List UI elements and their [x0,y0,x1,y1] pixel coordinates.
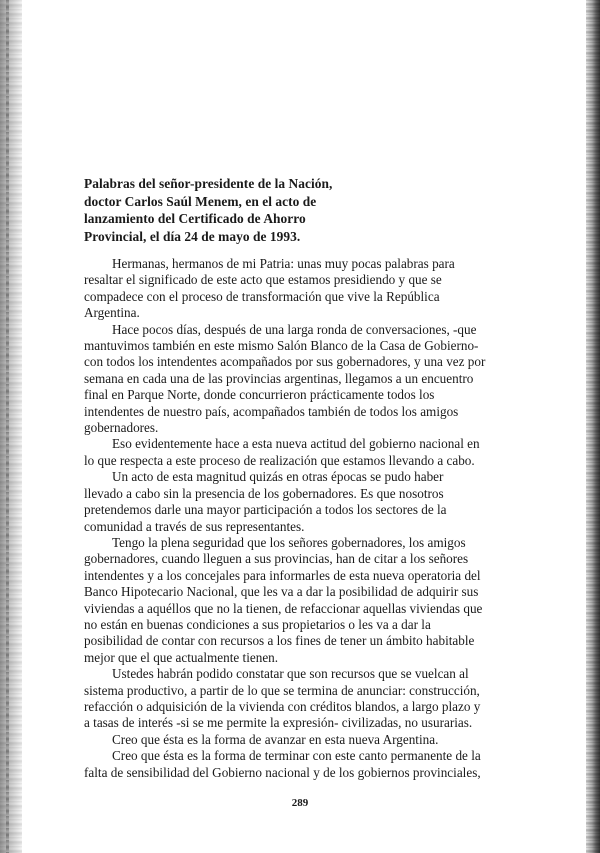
text-line: posibilidad de contar con recursos a los fines de tener un ámbito habitable [84,633,475,649]
text-line: Tengo la plena seguridad que los señores gobernadores, los amigos [112,534,466,550]
paragraph-6 [84,666,504,732]
text-line: intendentes de nuestro país, acompañados también de todos los amigos [84,403,459,419]
text-line: gobernadores. [84,420,159,436]
text-line: gobernadores, cuando lleguen a sus provincias, han de citar a los señores [84,551,469,567]
scan-right-edge [586,0,600,853]
speech-title [84,175,384,245]
text-line: intendentes y a los concejales para informarles de esta nueva operatoria del [84,567,481,583]
scan-left-edge [0,0,22,853]
paragraph-1 [84,256,504,322]
text-line: viviendas a aquéllos que no la tienen, de refaccionar aquellas viviendas que [84,600,483,616]
paragraph-3 [84,436,504,469]
text-line: Creo que ésta es la forma de avanzar en esta nueva Argentina. [112,731,439,747]
text-line: falta de sensibilidad del Gobierno nacional y de los gobiernos provinciales, [84,764,481,780]
text-line: a tasas de interés -si se me permite la expresión- civilizadas, no usurarias. [84,715,473,731]
title-line: lanzamiento del Certificado de Ahorro [84,211,306,226]
paragraph-4 [84,469,504,535]
text-line: sistema productivo, a partir de lo que se termina de anunciar: construcción, [84,682,480,698]
paragraph-2 [84,322,504,437]
text-line: Eso evidentemente hace a esta nueva actitud del gobierno nacional en [112,436,480,452]
title-line: Palabras del señor-presidente de la Nación, [84,176,333,191]
text-line: con todos los intendentes acompañados por sus gobernadores, y una vez por [84,354,486,370]
text-line: compadece con el proceso de transformación que vive la República [84,288,440,304]
paragraph-7 [84,732,504,748]
text-line: lo que respecta a este proceso de realización que estamos llevando a cabo. [84,452,475,468]
speech-body [84,256,504,781]
title-line: Provincial, el día 24 de mayo de 1993. [84,228,301,244]
page-number: 289 [291,797,309,809]
text-line: Un acto de esta magnitud quizás en otras épocas se pudo haber [112,469,444,485]
text-line: comunidad a través de sus representantes. [84,518,305,534]
text-line: Hace pocos días, después de una larga ronda de conversaciones, -que [112,321,477,337]
paragraph-5 [84,535,504,666]
text-line: Hermanas, hermanos de mi Patria: unas muy pocas palabras para [112,256,455,271]
text-line: Banco Hipotecario Nacional, que les va a dar la posibilidad de adquirir sus [84,584,479,600]
text-line: mantuvimos también en este mismo Salón Blanco de la Casa de Gobierno- [84,338,479,354]
text-line: Argentina. [84,305,140,321]
text-line: no están en buenas condiciones a sus propietarios o les va a dar la [84,616,431,632]
text-line: refacción o adquisición de la vivienda con créditos blandos, a largo plazo y [84,698,481,714]
text-line: Creo que ésta es la forma de terminar con este canto permanente de la [112,748,481,764]
title-line: doctor Carlos Saúl Menem, en el acto de [84,193,317,209]
paragraph-8 [84,748,504,781]
text-line: Ustedes habrán podido constatar que son recursos que se vuelcan al [112,666,469,682]
text-line: final en Parque Norte, donde concurrieron prácticamente todos los [84,387,435,403]
text-line: resaltar el significado de este acto que estamos presidiendo y que se [84,272,442,288]
text-line: pretendemos darle una mayor participación a todos los sectores de la [84,502,447,518]
scan-left-shadow [6,0,9,853]
text-line: llevado a cabo sin la presencia de los gobernadores. Es que nosotros [84,485,444,501]
text-line: semana en cada una de las provincias argentinas, llegamos a un encuentro [84,370,474,386]
text-line: mejor que el que actualmente tienen. [84,649,279,665]
